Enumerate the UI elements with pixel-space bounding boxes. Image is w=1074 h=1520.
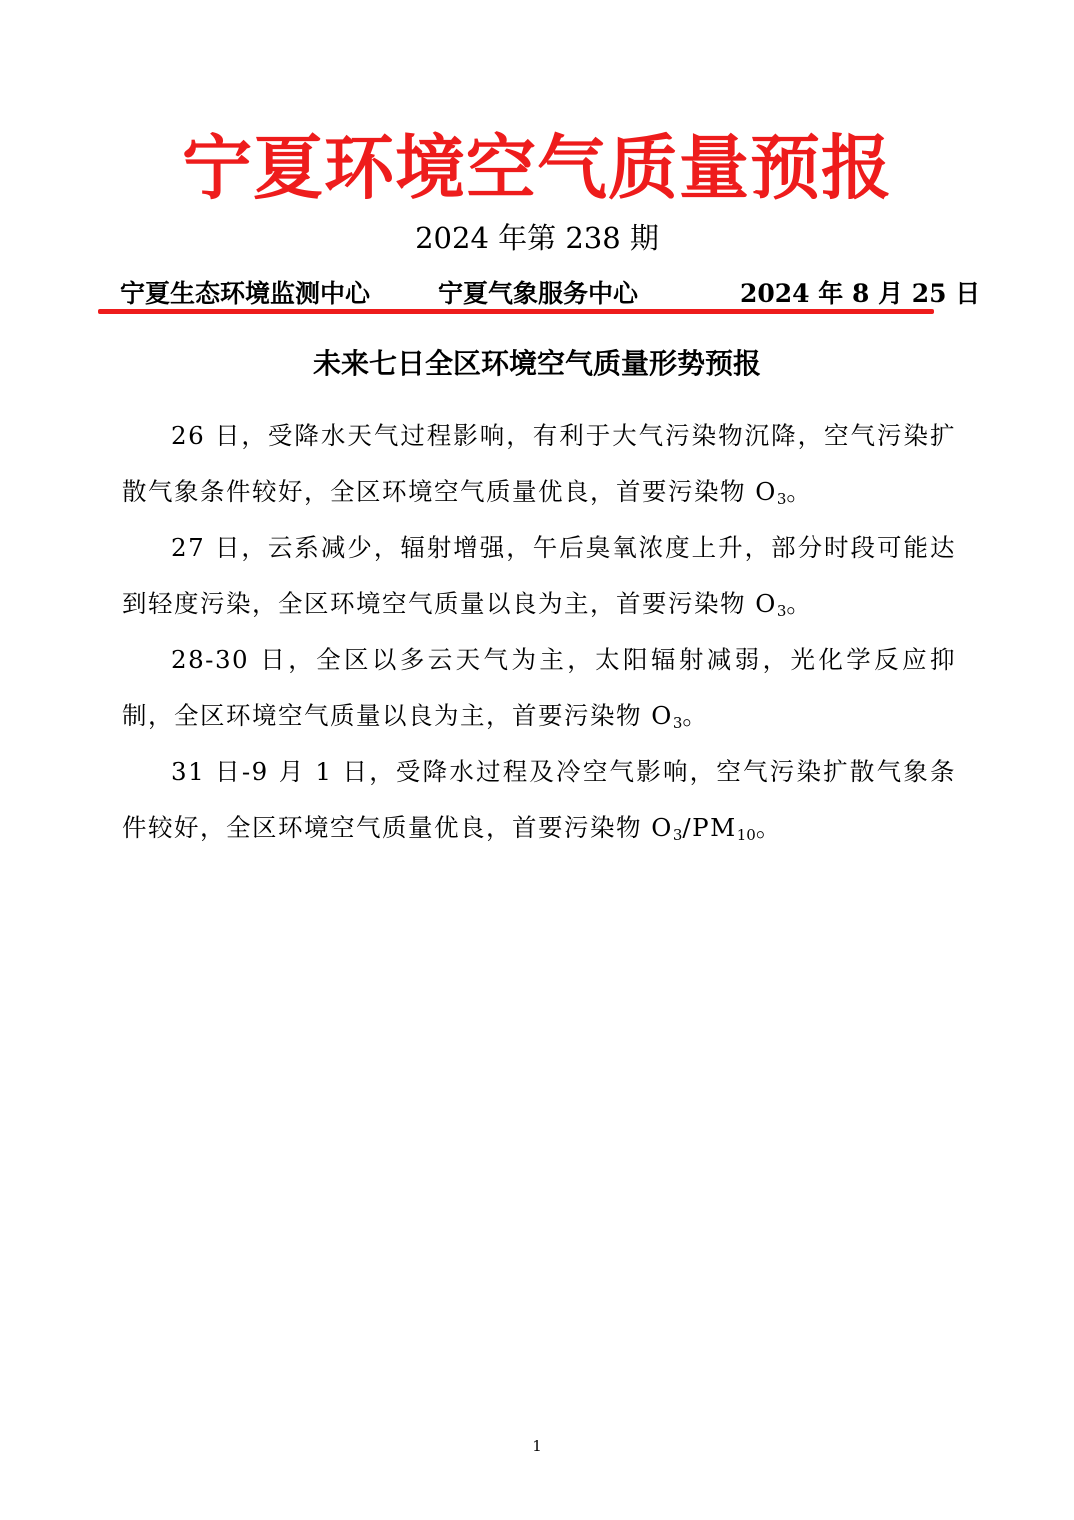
masthead-title: 宁夏环境空气质量预报 — [182, 126, 892, 209]
section-heading: 未来七日全区环境空气质量形势预报 — [312, 347, 761, 380]
issue-date: 2024 年 8 月 25 日 — [740, 279, 981, 308]
forecast-paragraph-27: 27 日，云系减少，辐射增强，午后臭氧浓度上升，部分时段可能达到轻度污染，全区环境空气质量以良为主，首要污染物 $O_3$。 — [122, 533, 956, 620]
page-number: 1 — [532, 1437, 542, 1455]
red-divider-rule — [98, 309, 934, 314]
forecast-paragraph-26: 26 日，受降水天气过程影响，有利于大气污染物沉降，空气污染扩散气象条件较好，全区环境空气质量优良，首要污染物 $O_3$。 — [122, 421, 956, 508]
issuer-met-center: 宁夏气象服务中心 — [438, 279, 639, 308]
forecast-paragraph-28-30: 28-30 日，全区以多云天气为主，太阳辐射减弱，光化学反应抑制，全区环境空气质量以良为主，首要污染物 $O_3$。 — [122, 645, 956, 732]
forecast-body — [122, 408, 956, 856]
issue-number: 2024 年第 238 期 — [415, 221, 659, 255]
issuer-eco-center: 宁夏生态环境监测中心 — [120, 279, 371, 308]
forecast-paragraph-31-sep1: 31 日-9 月 1 日，受降水过程及冷空气影响，空气污染扩散气象条件较好，全区环境空气质量优良，首要污染物 $O_3/PM_{10}$。 — [122, 757, 956, 844]
